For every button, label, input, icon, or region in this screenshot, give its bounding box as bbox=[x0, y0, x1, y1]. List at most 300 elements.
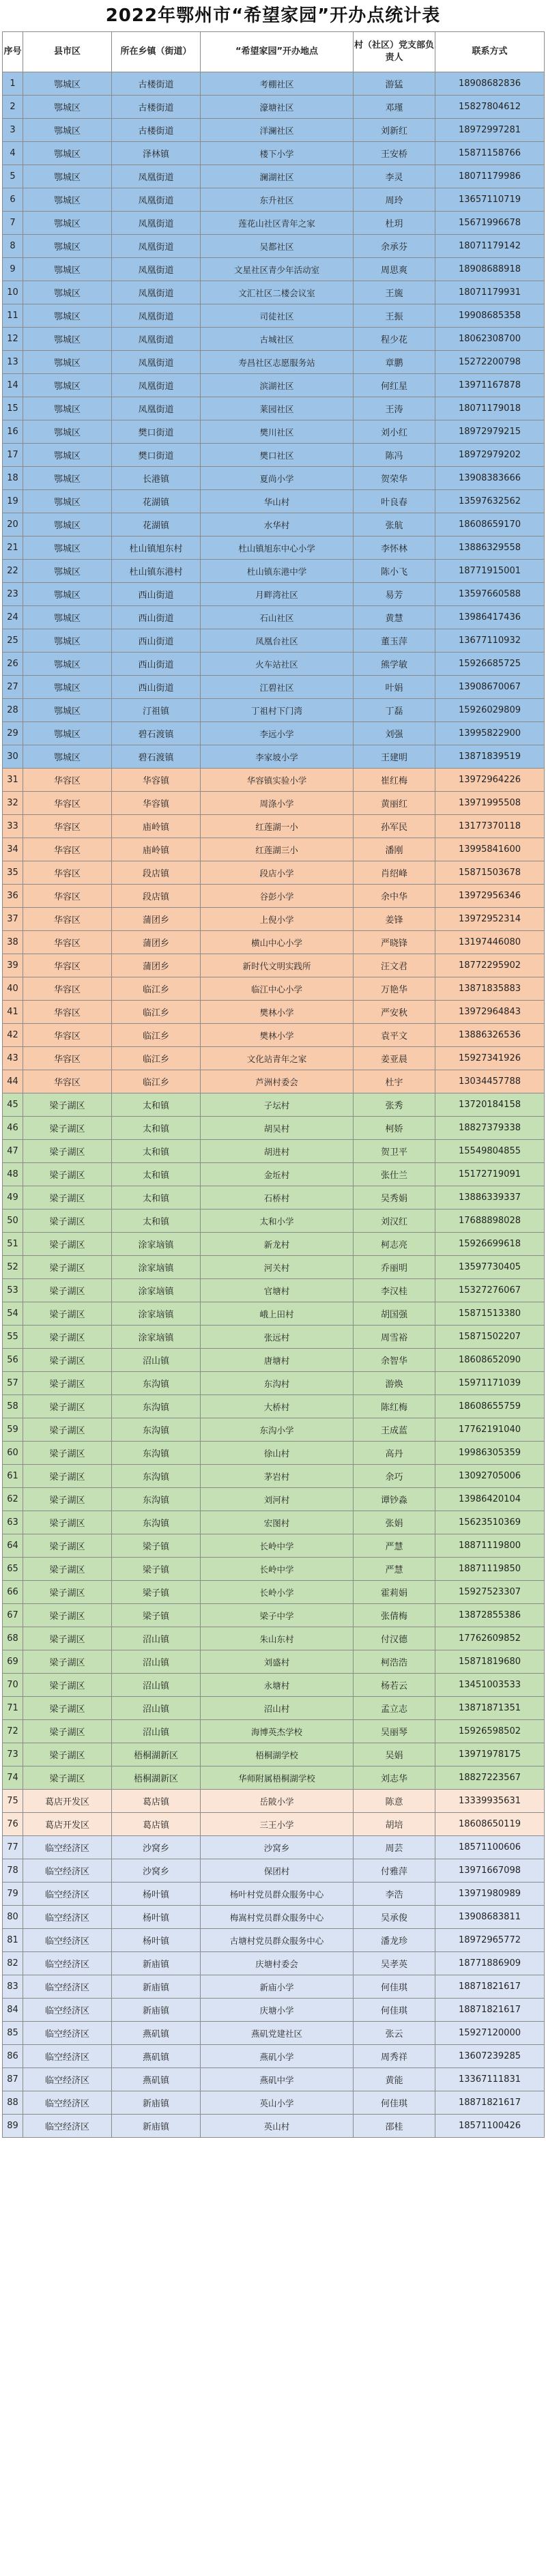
cell-index: 44 bbox=[3, 1070, 23, 1093]
cell-phone: 15927341926 bbox=[435, 1047, 545, 1070]
cell-site: 红莲湖一小 bbox=[201, 815, 354, 838]
cell-site: 李远小学 bbox=[201, 722, 354, 745]
table-row bbox=[3, 1372, 545, 1395]
cell-phone: 15827804612 bbox=[435, 96, 545, 119]
cell-leader: 易芳 bbox=[354, 583, 435, 606]
cell-town: 凤凰街道 bbox=[112, 258, 201, 281]
cell-county: 梁子湖区 bbox=[23, 1627, 112, 1650]
cell-town: 沼山镇 bbox=[112, 1650, 201, 1674]
cell-town: 梧桐湖新区 bbox=[112, 1743, 201, 1766]
cell-town: 沼山镇 bbox=[112, 1697, 201, 1720]
cell-leader: 张娟 bbox=[354, 1511, 435, 1534]
cell-phone: 15926699618 bbox=[435, 1233, 545, 1256]
cell-site: 胡进村 bbox=[201, 1140, 354, 1163]
cell-index: 81 bbox=[3, 1929, 23, 1952]
table-row bbox=[3, 374, 545, 397]
cell-phone: 17762191040 bbox=[435, 1418, 545, 1442]
table-row bbox=[3, 281, 545, 304]
cell-leader: 何佳琪 bbox=[354, 2091, 435, 2115]
table-row bbox=[3, 1349, 545, 1372]
cell-county: 梁子湖区 bbox=[23, 1279, 112, 1302]
cell-leader: 高丹 bbox=[354, 1442, 435, 1465]
cell-leader: 黄丽红 bbox=[354, 792, 435, 815]
cell-phone: 13597632562 bbox=[435, 490, 545, 513]
cell-index: 25 bbox=[3, 629, 23, 653]
cell-phone: 18571100606 bbox=[435, 1836, 545, 1859]
cell-leader: 贺卫平 bbox=[354, 1140, 435, 1163]
cell-site: 樊林小学 bbox=[201, 1024, 354, 1047]
cell-index: 65 bbox=[3, 1558, 23, 1581]
table-row bbox=[3, 1836, 545, 1859]
cell-site: 石桥村 bbox=[201, 1186, 354, 1210]
table-row bbox=[3, 1720, 545, 1743]
cell-county: 鄂城区 bbox=[23, 653, 112, 676]
cell-town: 西山街道 bbox=[112, 583, 201, 606]
cell-index: 46 bbox=[3, 1117, 23, 1140]
cell-leader: 周思爽 bbox=[354, 258, 435, 281]
cell-town: 西山街道 bbox=[112, 676, 201, 699]
cell-index: 16 bbox=[3, 420, 23, 444]
cell-phone: 18972979202 bbox=[435, 444, 545, 467]
cell-phone: 15623510369 bbox=[435, 1511, 545, 1534]
table-row bbox=[3, 1790, 545, 1813]
table-row bbox=[3, 954, 545, 977]
cell-county: 鄂城区 bbox=[23, 560, 112, 583]
cell-county: 梁子湖区 bbox=[23, 1558, 112, 1581]
table-row bbox=[3, 212, 545, 235]
cell-county: 鄂城区 bbox=[23, 258, 112, 281]
cell-index: 52 bbox=[3, 1256, 23, 1279]
cell-index: 88 bbox=[3, 2091, 23, 2115]
cell-town: 新庙镇 bbox=[112, 1975, 201, 1999]
cell-town: 太和镇 bbox=[112, 1163, 201, 1186]
cell-site: 官塘村 bbox=[201, 1279, 354, 1302]
cell-leader: 严晓锋 bbox=[354, 931, 435, 954]
cell-county: 鄂城区 bbox=[23, 583, 112, 606]
cell-leader: 刘志华 bbox=[354, 1766, 435, 1790]
cell-phone: 13872855386 bbox=[435, 1604, 545, 1627]
table-row bbox=[3, 165, 545, 188]
cell-site: 古塘村党员群众服务中心 bbox=[201, 1929, 354, 1952]
cell-phone: 13367111831 bbox=[435, 2068, 545, 2091]
cell-index: 70 bbox=[3, 1674, 23, 1697]
cell-county: 华容区 bbox=[23, 908, 112, 931]
cell-county: 临空经济区 bbox=[23, 1906, 112, 1929]
table-row bbox=[3, 2091, 545, 2115]
cell-index: 34 bbox=[3, 838, 23, 861]
cell-site: 华山村 bbox=[201, 490, 354, 513]
table-row bbox=[3, 838, 545, 861]
cell-leader: 章鹏 bbox=[354, 351, 435, 374]
table-row bbox=[3, 792, 545, 815]
cell-site: 长岭中学 bbox=[201, 1558, 354, 1581]
cell-leader: 程少花 bbox=[354, 328, 435, 351]
cell-index: 45 bbox=[3, 1093, 23, 1117]
cell-phone: 18071179142 bbox=[435, 235, 545, 258]
cell-site: 澜湖社区 bbox=[201, 165, 354, 188]
table-row bbox=[3, 606, 545, 629]
cell-phone: 18972997281 bbox=[435, 119, 545, 142]
cell-index: 87 bbox=[3, 2068, 23, 2091]
cell-index: 47 bbox=[3, 1140, 23, 1163]
cell-town: 凤凰街道 bbox=[112, 351, 201, 374]
cell-index: 68 bbox=[3, 1627, 23, 1650]
cell-phone: 15871503678 bbox=[435, 861, 545, 885]
cell-county: 梁子湖区 bbox=[23, 1418, 112, 1442]
cell-leader: 杨若云 bbox=[354, 1674, 435, 1697]
cell-site: 红莲湖三小 bbox=[201, 838, 354, 861]
cell-town: 蒲团乡 bbox=[112, 954, 201, 977]
cell-index: 80 bbox=[3, 1906, 23, 1929]
cell-site: 杜山镇旭东中心小学 bbox=[201, 536, 354, 560]
cell-county: 梁子湖区 bbox=[23, 1326, 112, 1349]
cell-site: 东升社区 bbox=[201, 188, 354, 212]
cell-phone: 15172719091 bbox=[435, 1163, 545, 1186]
cell-index: 77 bbox=[3, 1836, 23, 1859]
cell-county: 鄂城区 bbox=[23, 513, 112, 536]
table-row bbox=[3, 977, 545, 1001]
cell-site: 莲花山社区青年之家 bbox=[201, 212, 354, 235]
cell-phone: 19986305359 bbox=[435, 1442, 545, 1465]
cell-site: 梁子中学 bbox=[201, 1604, 354, 1627]
cell-phone: 18071179931 bbox=[435, 281, 545, 304]
cell-site: 峨上田村 bbox=[201, 1302, 354, 1326]
table-row bbox=[3, 258, 545, 281]
cell-town: 沼山镇 bbox=[112, 1674, 201, 1697]
cell-town: 东沟镇 bbox=[112, 1442, 201, 1465]
cell-site: 杜山镇东港中学 bbox=[201, 560, 354, 583]
cell-site: 火车站社区 bbox=[201, 653, 354, 676]
cell-site: 东沟村 bbox=[201, 1372, 354, 1395]
cell-site: 东沟小学 bbox=[201, 1418, 354, 1442]
cell-county: 华容区 bbox=[23, 792, 112, 815]
cell-index: 49 bbox=[3, 1186, 23, 1210]
cell-phone: 18071179018 bbox=[435, 397, 545, 420]
cell-site: 燕矶小学 bbox=[201, 2045, 354, 2068]
cell-town: 凤凰街道 bbox=[112, 397, 201, 420]
cell-site: 丁祖村下门湾 bbox=[201, 699, 354, 722]
cell-leader: 熊学敏 bbox=[354, 653, 435, 676]
cell-index: 62 bbox=[3, 1488, 23, 1511]
table-row bbox=[3, 908, 545, 931]
cell-county: 华容区 bbox=[23, 838, 112, 861]
cell-site: 新龙村 bbox=[201, 1233, 354, 1256]
cell-phone: 15327276067 bbox=[435, 1279, 545, 1302]
cell-index: 24 bbox=[3, 606, 23, 629]
page-title: 2022年鄂州市“希望家园”开办点统计表 bbox=[105, 5, 441, 26]
cell-site: 横山中心小学 bbox=[201, 931, 354, 954]
cell-county: 梁子湖区 bbox=[23, 1720, 112, 1743]
cell-county: 华容区 bbox=[23, 1047, 112, 1070]
cell-site: 樊口社区 bbox=[201, 444, 354, 467]
cell-phone: 18071179986 bbox=[435, 165, 545, 188]
cell-town: 段店镇 bbox=[112, 861, 201, 885]
cell-site: 古城社区 bbox=[201, 328, 354, 351]
cell-index: 31 bbox=[3, 769, 23, 792]
cell-index: 55 bbox=[3, 1326, 23, 1349]
cell-phone: 15927523307 bbox=[435, 1581, 545, 1604]
table-row bbox=[3, 1999, 545, 2022]
table-row bbox=[3, 745, 545, 769]
cell-leader: 黄能 bbox=[354, 2068, 435, 2091]
cell-phone: 13092705006 bbox=[435, 1465, 545, 1488]
cell-phone: 15871819680 bbox=[435, 1650, 545, 1674]
cell-county: 梁子湖区 bbox=[23, 1140, 112, 1163]
cell-leader: 张仕兰 bbox=[354, 1163, 435, 1186]
cell-town: 梧桐湖新区 bbox=[112, 1766, 201, 1790]
cell-county: 华容区 bbox=[23, 1070, 112, 1093]
cell-index: 26 bbox=[3, 653, 23, 676]
cell-town: 杨叶镇 bbox=[112, 1906, 201, 1929]
cell-town: 涂家垴镇 bbox=[112, 1256, 201, 1279]
cell-town: 临江乡 bbox=[112, 1047, 201, 1070]
cell-site: 华师附属梧桐湖学校 bbox=[201, 1766, 354, 1790]
cell-phone: 13908683811 bbox=[435, 1906, 545, 1929]
cell-index: 12 bbox=[3, 328, 23, 351]
cell-town: 涂家垴镇 bbox=[112, 1233, 201, 1256]
header-phone: 联系方式 bbox=[435, 32, 545, 72]
cell-phone: 13597660588 bbox=[435, 583, 545, 606]
cell-site: 滨湖社区 bbox=[201, 374, 354, 397]
cell-index: 21 bbox=[3, 536, 23, 560]
cell-index: 42 bbox=[3, 1024, 23, 1047]
cell-leader: 王旒 bbox=[354, 281, 435, 304]
cell-town: 西山街道 bbox=[112, 606, 201, 629]
cell-town: 西山街道 bbox=[112, 653, 201, 676]
table-row bbox=[3, 536, 545, 560]
cell-site: 濠塘社区 bbox=[201, 96, 354, 119]
cell-town: 碧石渡镇 bbox=[112, 722, 201, 745]
table-row bbox=[3, 188, 545, 212]
cell-leader: 刘小红 bbox=[354, 420, 435, 444]
cell-index: 3 bbox=[3, 119, 23, 142]
cell-town: 华容镇 bbox=[112, 769, 201, 792]
cell-phone: 15871502207 bbox=[435, 1326, 545, 1349]
table-row bbox=[3, 1233, 545, 1256]
cell-leader: 何佳琪 bbox=[354, 1975, 435, 1999]
cell-phone: 13971995508 bbox=[435, 792, 545, 815]
cell-county: 鄂城区 bbox=[23, 72, 112, 96]
cell-leader: 贺荣华 bbox=[354, 467, 435, 490]
cell-phone: 13972964226 bbox=[435, 769, 545, 792]
cell-town: 东沟镇 bbox=[112, 1465, 201, 1488]
cell-town: 梁子镇 bbox=[112, 1604, 201, 1627]
table-row bbox=[3, 699, 545, 722]
cell-leader: 孙军民 bbox=[354, 815, 435, 838]
cell-town: 东沟镇 bbox=[112, 1418, 201, 1442]
cell-site: 华容镇实验小学 bbox=[201, 769, 354, 792]
table-row bbox=[3, 1975, 545, 1999]
cell-town: 临江乡 bbox=[112, 977, 201, 1001]
cell-leader: 余智华 bbox=[354, 1349, 435, 1372]
cell-town: 葛店镇 bbox=[112, 1790, 201, 1813]
cell-leader: 张云 bbox=[354, 2022, 435, 2045]
cell-town: 碧石渡镇 bbox=[112, 745, 201, 769]
cell-site: 文化站青年之家 bbox=[201, 1047, 354, 1070]
cell-town: 华容镇 bbox=[112, 792, 201, 815]
cell-town: 临江乡 bbox=[112, 1070, 201, 1093]
cell-index: 19 bbox=[3, 490, 23, 513]
cell-leader: 黄慧 bbox=[354, 606, 435, 629]
cell-town: 花湖镇 bbox=[112, 490, 201, 513]
cell-town: 沼山镇 bbox=[112, 1349, 201, 1372]
cell-leader: 余中华 bbox=[354, 885, 435, 908]
cell-town: 庙岭镇 bbox=[112, 838, 201, 861]
cell-index: 89 bbox=[3, 2115, 23, 2138]
cell-leader: 霍莉娟 bbox=[354, 1581, 435, 1604]
cell-town: 西山街道 bbox=[112, 629, 201, 653]
cell-phone: 18608652090 bbox=[435, 1349, 545, 1372]
cell-town: 涂家垴镇 bbox=[112, 1326, 201, 1349]
cell-phone: 15926598502 bbox=[435, 1720, 545, 1743]
table-row bbox=[3, 861, 545, 885]
cell-site: 段店小学 bbox=[201, 861, 354, 885]
cell-index: 75 bbox=[3, 1790, 23, 1813]
header-site: “希望家园”开办地点 bbox=[201, 32, 354, 72]
cell-county: 鄂城区 bbox=[23, 328, 112, 351]
table-row bbox=[3, 2022, 545, 2045]
cell-leader: 游猛 bbox=[354, 72, 435, 96]
cell-phone: 17762609852 bbox=[435, 1627, 545, 1650]
table-row bbox=[3, 769, 545, 792]
cell-county: 鄂城区 bbox=[23, 490, 112, 513]
cell-index: 76 bbox=[3, 1813, 23, 1836]
cell-town: 樊口街道 bbox=[112, 420, 201, 444]
cell-town: 新庙镇 bbox=[112, 1952, 201, 1975]
cell-town: 太和镇 bbox=[112, 1210, 201, 1233]
cell-leader: 严慧 bbox=[354, 1534, 435, 1558]
header-leader: 村（社区）党支部负责人 bbox=[354, 32, 435, 72]
cell-site: 太和小学 bbox=[201, 1210, 354, 1233]
cell-town: 涂家垴镇 bbox=[112, 1302, 201, 1326]
cell-site: 长岭中学 bbox=[201, 1534, 354, 1558]
table-row bbox=[3, 1279, 545, 1302]
table-row bbox=[3, 444, 545, 467]
cell-phone: 13972956346 bbox=[435, 885, 545, 908]
cell-phone: 13986417436 bbox=[435, 606, 545, 629]
cell-index: 83 bbox=[3, 1975, 23, 1999]
table-row bbox=[3, 490, 545, 513]
table-row bbox=[3, 1650, 545, 1674]
header-town: 所在乡镇（街道） bbox=[112, 32, 201, 72]
cell-county: 梁子湖区 bbox=[23, 1511, 112, 1534]
cell-leader: 李怀林 bbox=[354, 536, 435, 560]
cell-phone: 15927120000 bbox=[435, 2022, 545, 2045]
cell-index: 18 bbox=[3, 467, 23, 490]
cell-phone: 13339935631 bbox=[435, 1790, 545, 1813]
cell-phone: 15871513380 bbox=[435, 1302, 545, 1326]
cell-leader: 付汉德 bbox=[354, 1627, 435, 1650]
cell-phone: 18871821617 bbox=[435, 1999, 545, 2022]
cell-leader: 胡培 bbox=[354, 1813, 435, 1836]
cell-town: 凤凰街道 bbox=[112, 374, 201, 397]
cell-site: 梧桐湖学校 bbox=[201, 1743, 354, 1766]
cell-county: 鄂城区 bbox=[23, 142, 112, 165]
cell-phone: 13657110719 bbox=[435, 188, 545, 212]
cell-county: 葛店开发区 bbox=[23, 1790, 112, 1813]
cell-index: 22 bbox=[3, 560, 23, 583]
cell-site: 宏图村 bbox=[201, 1511, 354, 1534]
cell-index: 9 bbox=[3, 258, 23, 281]
cell-index: 71 bbox=[3, 1697, 23, 1720]
cell-county: 梁子湖区 bbox=[23, 1488, 112, 1511]
cell-index: 35 bbox=[3, 861, 23, 885]
cell-leader: 吴孝英 bbox=[354, 1952, 435, 1975]
cell-site: 庆塘村委会 bbox=[201, 1952, 354, 1975]
cell-county: 鄂城区 bbox=[23, 374, 112, 397]
cell-leader: 吴承俊 bbox=[354, 1906, 435, 1929]
cell-leader: 汪文君 bbox=[354, 954, 435, 977]
cell-town: 凤凰街道 bbox=[112, 212, 201, 235]
cell-town: 庙岭镇 bbox=[112, 815, 201, 838]
cell-leader: 李灵 bbox=[354, 165, 435, 188]
cell-site: 周涤小学 bbox=[201, 792, 354, 815]
cell-site: 张远村 bbox=[201, 1326, 354, 1349]
cell-site: 大桥村 bbox=[201, 1395, 354, 1418]
cell-town: 临江乡 bbox=[112, 1001, 201, 1024]
cell-county: 梁子湖区 bbox=[23, 1186, 112, 1210]
cell-phone: 18871821617 bbox=[435, 2091, 545, 2115]
cell-index: 53 bbox=[3, 1279, 23, 1302]
cell-county: 梁子湖区 bbox=[23, 1581, 112, 1604]
cell-leader: 王安桥 bbox=[354, 142, 435, 165]
cell-town: 梁子镇 bbox=[112, 1534, 201, 1558]
cell-county: 鄂城区 bbox=[23, 745, 112, 769]
cell-index: 67 bbox=[3, 1604, 23, 1627]
table-row bbox=[3, 1534, 545, 1558]
cell-leader: 吴秀娟 bbox=[354, 1186, 435, 1210]
cell-phone: 13607239285 bbox=[435, 2045, 545, 2068]
header-index: 序号 bbox=[3, 32, 23, 72]
table-row bbox=[3, 885, 545, 908]
cell-county: 鄂城区 bbox=[23, 212, 112, 235]
cell-phone: 18608655759 bbox=[435, 1395, 545, 1418]
cell-phone: 18871821617 bbox=[435, 1975, 545, 1999]
cell-leader: 姜锋 bbox=[354, 908, 435, 931]
cell-phone: 13871871351 bbox=[435, 1697, 545, 1720]
cell-site: 寿昌社区志愿服务站 bbox=[201, 351, 354, 374]
cell-town: 凤凰街道 bbox=[112, 188, 201, 212]
cell-phone: 13972952314 bbox=[435, 908, 545, 931]
cell-index: 11 bbox=[3, 304, 23, 328]
cell-phone: 18871119850 bbox=[435, 1558, 545, 1581]
cell-town: 新庙镇 bbox=[112, 1999, 201, 2022]
cell-county: 鄂城区 bbox=[23, 444, 112, 467]
cell-county: 华容区 bbox=[23, 977, 112, 1001]
cell-site: 徐山村 bbox=[201, 1442, 354, 1465]
cell-phone: 15549804855 bbox=[435, 1140, 545, 1163]
cell-phone: 13871835883 bbox=[435, 977, 545, 1001]
cell-county: 临空经济区 bbox=[23, 1999, 112, 2022]
cell-leader: 何佳琪 bbox=[354, 1999, 435, 2022]
cell-index: 8 bbox=[3, 235, 23, 258]
cell-town: 花湖镇 bbox=[112, 513, 201, 536]
cell-phone: 13677110932 bbox=[435, 629, 545, 653]
cell-index: 37 bbox=[3, 908, 23, 931]
cell-county: 华容区 bbox=[23, 815, 112, 838]
table-row bbox=[3, 1558, 545, 1581]
cell-site: 刘河村 bbox=[201, 1488, 354, 1511]
cell-phone: 18571100426 bbox=[435, 2115, 545, 2138]
cell-county: 梁子湖区 bbox=[23, 1674, 112, 1697]
cell-town: 蒲团乡 bbox=[112, 931, 201, 954]
table-row bbox=[3, 328, 545, 351]
cell-index: 73 bbox=[3, 1743, 23, 1766]
cell-site: 朱山东村 bbox=[201, 1627, 354, 1650]
cell-county: 临空经济区 bbox=[23, 1859, 112, 1883]
cell-leader: 邵桂 bbox=[354, 2115, 435, 2138]
cell-index: 56 bbox=[3, 1349, 23, 1372]
